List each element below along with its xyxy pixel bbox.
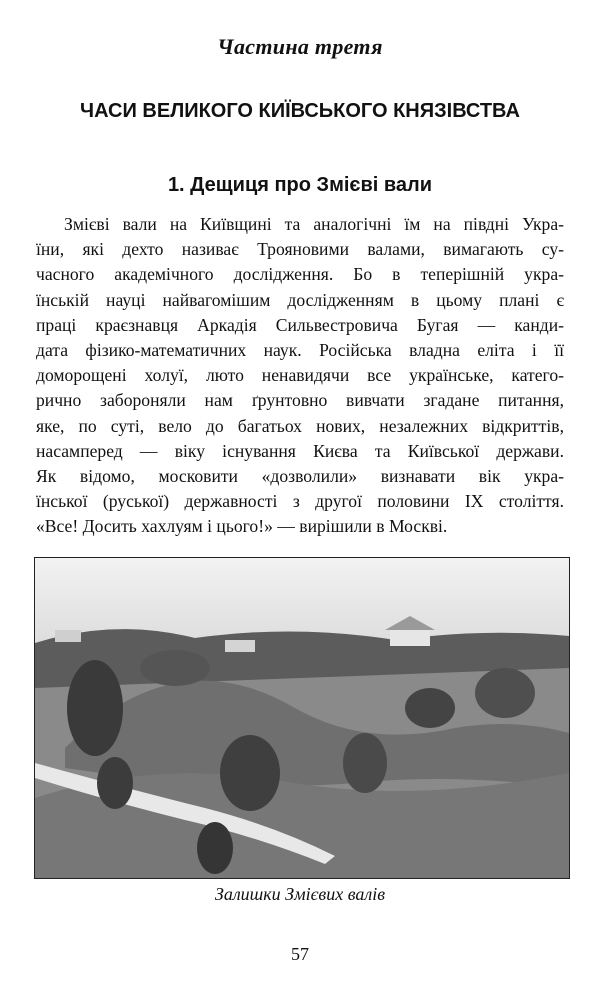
- house: [55, 630, 81, 642]
- tree: [220, 735, 280, 811]
- tree: [405, 688, 455, 728]
- tree: [197, 822, 233, 874]
- text-line: Як відомо, московити «дозволили» визнавати вік укра-: [36, 466, 564, 487]
- text-line: їни, які дехто називає Трояновими валами, вимагають су-: [36, 239, 564, 260]
- text-line: яке, по суті, вело до багатьох нових, незалежних відкриттів,: [36, 415, 564, 436]
- house: [225, 640, 255, 652]
- tree: [343, 733, 387, 793]
- text-line: насамперед — віку існування Києва та Київської держави.: [36, 440, 564, 461]
- chapter-title: ЧАСИ ВЕЛИКОГО КИЇВСЬКОГО КНЯЗІВСТВА: [80, 100, 520, 122]
- part-title: Частина третя: [217, 34, 383, 59]
- text-line: доморощені холуї, люто ненавидячи все українське, катего-: [36, 365, 564, 386]
- section-title: 1. Дещиця про Змієві вали: [167, 174, 433, 196]
- text-line: Змієві вали на Київщині та аналогічні їм на півдні Укра-: [64, 214, 564, 234]
- landscape-illustration: [35, 558, 569, 878]
- tree: [475, 668, 535, 718]
- ramparts-photo: [34, 557, 570, 879]
- text-line: їнської (руської) державності з другої половини IX століття.: [36, 491, 564, 512]
- text-line: «Все! Досить хахлуям і цього!» — вирішили в Москві.: [36, 516, 448, 537]
- bush: [140, 650, 210, 686]
- house: [390, 628, 430, 646]
- body-paragraph: [36, 212, 564, 540]
- text-line: їнській науці найвагомішим дослідженням в цьому плані є: [36, 289, 564, 310]
- text-line: рично забороняли нам ґрунтовно вивчати згадане питання,: [36, 390, 564, 411]
- tree: [97, 757, 133, 809]
- figure-caption: Залишки Змієвих валів: [214, 884, 386, 904]
- tree: [67, 660, 123, 756]
- page-number: 57: [291, 944, 309, 964]
- text-line: часного академічного дослідження. Бо в теперішній укра-: [36, 264, 564, 285]
- text-line: праці краєзнавця Аркадія Сильвестровича Бугая — канди-: [36, 314, 564, 335]
- text-line: дата фізико-математичних наук. Російська владна еліта і її: [36, 340, 564, 361]
